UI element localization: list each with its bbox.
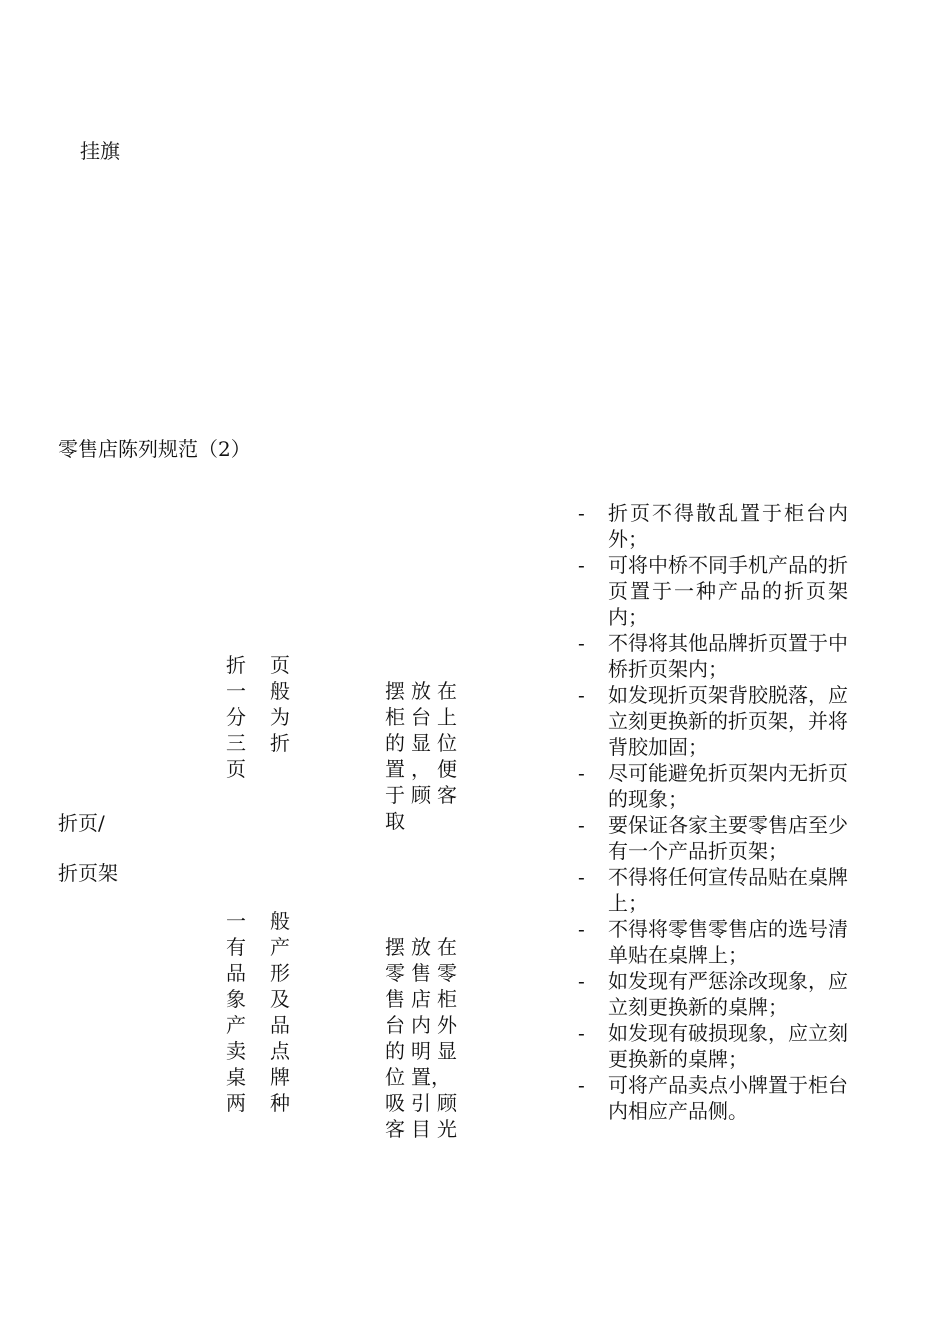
cell-char: 放 [411,935,431,959]
cell-char: 置 [385,757,405,781]
cell-char: 在 [437,935,457,959]
rule-item [578,812,848,864]
cell-char: 上 [437,705,457,729]
cell-char: 柜 [385,705,405,729]
cell-char: 三 [226,731,246,755]
cell-char: 明 [411,1039,431,1063]
heading-hanging-flag: 挂旗 [80,139,120,163]
rule-text: 可将产品卖点小牌置于柜台内相应产品侧。 [608,1073,848,1123]
cell-char: 便 [437,757,457,781]
cell-char: 摆 [385,679,405,703]
cell-char: 售 [411,961,431,985]
cell-char: 顾 [437,1091,457,1115]
cell-char: 产 [226,1013,246,1037]
cell-char: 显 [437,1039,457,1063]
bullet-dash: - [578,683,585,707]
rule-item [578,760,848,812]
cell-char: 卖 [226,1039,246,1063]
rule-text: 如发现有破损现象，应立刻更换新的桌牌； [608,1021,848,1071]
rule-text: 不得将零售零售店的选号清单贴在桌牌上； [608,917,848,967]
cell-char: 种 [270,1091,290,1115]
bullet-dash: - [578,631,585,655]
cell-char: 般 [270,679,290,703]
cell-char: 吸 [385,1091,405,1115]
rule-text: 如发现有严惩涂改现象，应立刻更换新的桌牌； [608,969,848,1019]
cell-char: 分 [226,705,246,729]
cell-char: 形 [270,961,290,985]
cell-char: 产 [270,935,290,959]
bullet-dash: - [578,1021,585,1045]
cell-char: 一 [226,909,246,933]
cell-char: 取 [385,809,405,833]
row-label-line1: 折页/ [58,811,105,835]
cell-char: 引 [411,1091,431,1115]
cell-char: 牌 [270,1065,290,1089]
cell-char: 的 [385,1039,405,1063]
cell-char: 内 [411,1013,431,1037]
cell-char: 及 [270,987,290,1011]
bullet-dash: - [578,865,585,889]
cell-char: 光 [437,1117,457,1141]
cell-char: 置， [411,1065,451,1089]
cell-char: 页 [270,653,290,677]
cell-char: 桌 [226,1065,246,1089]
cell-char: 在 [437,679,457,703]
cell-char: 的 [385,731,405,755]
cell-char: 零 [385,961,405,985]
rule-text: 尽可能避免折页架内无折页的现象； [608,761,848,811]
rule-text: 要保证各家主要零售店至少有一个产品折页架； [608,813,848,863]
row-label-line2: 折页架 [58,861,118,885]
rule-item [578,552,848,630]
tablecard-placement [385,934,463,1142]
cell-char: 品 [270,1013,290,1037]
bullet-dash: - [578,501,585,525]
cell-char: 折 [270,731,290,755]
cell-char: 有 [226,935,246,959]
cell-char: 折 [226,653,246,677]
rule-item [578,968,848,1020]
rule-text: 不得将任何宣传品贴在桌牌上； [608,865,848,915]
cell-char: 般 [270,909,290,933]
rules-list [578,500,848,1124]
bullet-dash: - [578,813,585,837]
cell-char: 放 [411,679,431,703]
tablecard-description [226,908,296,1116]
cell-char: 页 [226,757,246,781]
cell-char: 显 [411,731,431,755]
rule-text: 可将中桥不同手机产品的折页置于一种产品的折页架内； [608,553,848,629]
rule-item [578,916,848,968]
bullet-dash: - [578,553,585,577]
cell-char: 两 [226,1091,246,1115]
cell-char: 柜 [437,987,457,1011]
cell-char: 台 [385,1013,405,1037]
foldpage-placement [385,678,463,834]
rule-text: 不得将其他品牌折页置于中桥折页架内； [608,631,848,681]
bullet-dash: - [578,969,585,993]
cell-char: 台 [411,705,431,729]
cell-char: 一 [226,679,246,703]
foldpage-description [226,652,296,782]
rule-item [578,1020,848,1072]
cell-char: 象 [226,987,246,1011]
rule-item [578,864,848,916]
cell-char: 品 [226,961,246,985]
cell-char: 零 [437,961,457,985]
cell-char: 顾 [411,783,431,807]
bullet-dash: - [578,917,585,941]
cell-char: 售 [385,987,405,1011]
cell-char: 摆 [385,935,405,959]
cell-char: 外 [437,1013,457,1037]
cell-char: 点 [270,1039,290,1063]
rule-item [578,682,848,760]
cell-char: 于 [385,783,405,807]
bullet-dash: - [578,761,585,785]
cell-char: 客 [437,783,457,807]
cell-char: 位 [385,1065,405,1089]
rule-item [578,500,848,552]
rule-text: 如发现折页架背胶脱落，应立刻更换新的折页架，并将背胶加固； [608,683,848,759]
cell-char: 位 [437,731,457,755]
section-title: 零售店陈列规范（2） [58,437,251,461]
cell-char: 为 [270,705,290,729]
bullet-dash: - [578,1073,585,1097]
cell-char: 店 [411,987,431,1011]
cell-char: ， [411,757,431,781]
cell-char: 客 [385,1117,405,1141]
rule-item [578,630,848,682]
rule-item [578,1072,848,1124]
cell-char: 目 [411,1117,431,1141]
rule-text: 折页不得散乱置于柜台内外； [608,501,848,551]
